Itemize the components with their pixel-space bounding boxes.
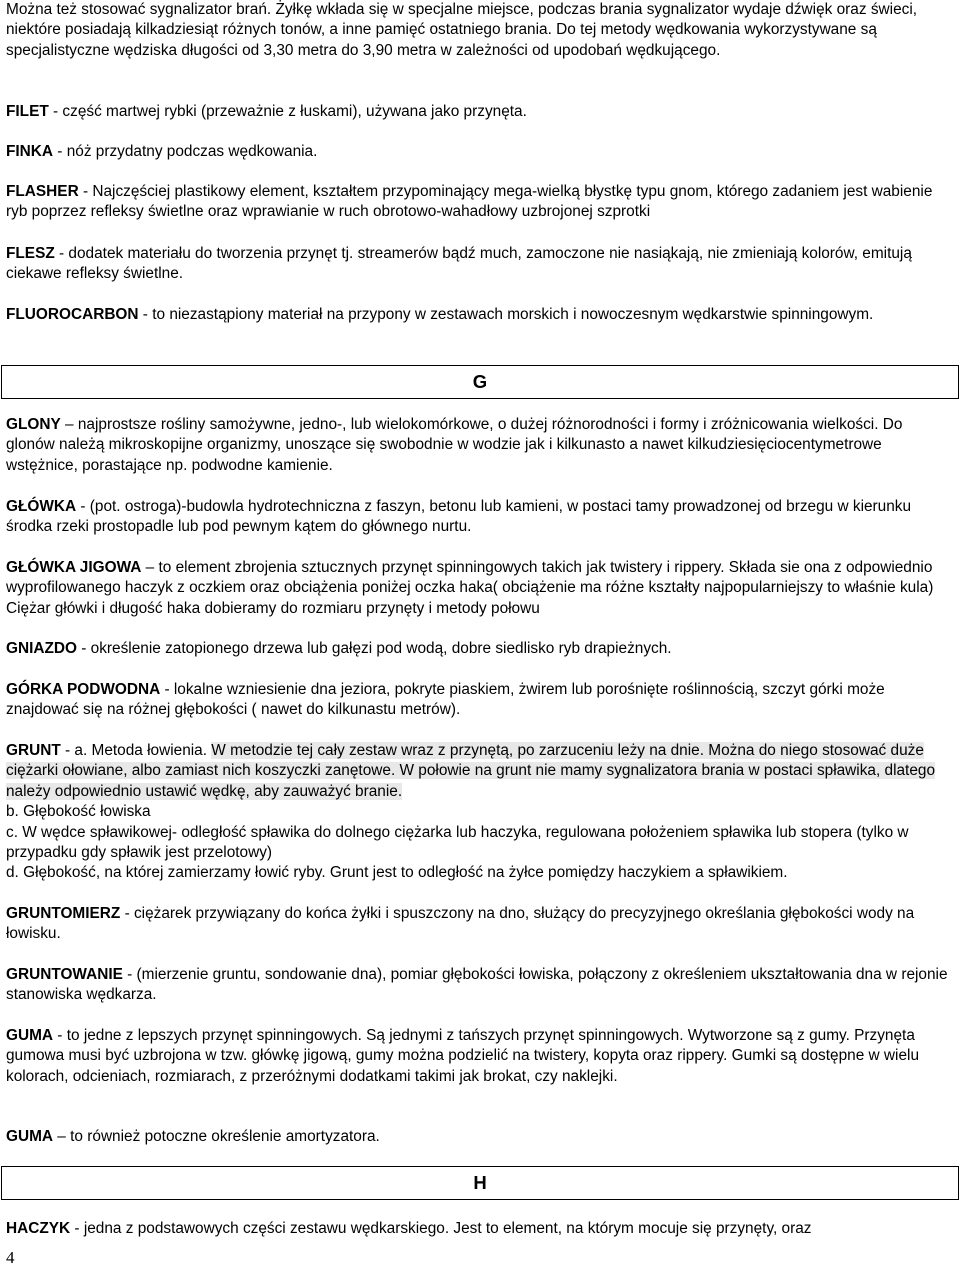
section-header-g: G (1, 365, 959, 399)
entry-definition: - to niezastąpiony materiał na przypony w zestawach morskich i nowoczesnym wędkarstwie spinningowym. (138, 306, 874, 323)
entry-definition: - (pot. ostroga)-budowla hydrotechniczna z faszyn, betonu lub kamieni, w postaci tamy prowadzonej od brzegu w kierunku środka rzeki prostopadle lub pod pewnym kątem do głównego nurtu. (6, 498, 912, 536)
entry-definition: - (mierzenie gruntu, sondowanie dna), pomiar głębokości łowiska, połączony z określeniem ukształtowania dna w rejonie stanowiska wędkarza. (6, 966, 948, 1004)
entry-definition: – to element zbrojenia sztucznych przynęt spinningowych takich jak twistery i rippery. Składa sie ona z odpowiednio wyprofilowanego haczyk z oczkiem oraz obciążenia poniżej oczka haka( obciążenie ma różne kształty najpopularniejszy to właśnie kula) Ciężar główki i długość haka dobieramy do rozmiaru przynęty i metody połowu (6, 559, 934, 617)
entry-flasher (6, 182, 954, 223)
entry-definition: - lokalne wzniesienie dna jeziora, pokryte piaskiem, żwirem lub porośnięte roślinnością, szczyt górki może znajdować się na różnej głębokości ( nawet do kilkunastu metrów). (6, 681, 885, 719)
entry-glowka-jigowa (6, 558, 954, 619)
entry-definition: - ciężarek przywiązany do końca żyłki i spuszczony na dno, służący do precyzyjnego określania głębokości wody na łowisku. (6, 905, 915, 943)
entry-term: GRUNTOWANIE (6, 966, 123, 983)
entry-guma-amortyzator (6, 1127, 954, 1147)
entry-term: FILET (6, 103, 49, 120)
grunt-meaning-c: c. W wędce spławikowej- odległość spławika do dolnego ciężarka lub haczyka, regulowana położeniem spławika lub stopera (tylko w przypadku gdy spławik jest przelotowy) (6, 823, 909, 862)
entry-term: GUMA (6, 1128, 54, 1145)
entry-gruntowanie (6, 965, 954, 1006)
entry-term: GNIAZDO (6, 640, 77, 657)
grunt-meaning-a: GRUNT - a. Metoda łowienia. W metodzie tej cały zestaw wraz z przynętą, po zarzuceniu leży na dnie. Można do niego stosować duże ciężarki ołowiane, albo zamiast nich koszyczki zanętowe. W połowie na grunt nie mamy sygnalizatora brania w postaci spławika, dlatego należy odpowiednio ustawić wędkę, aby zauważyć branie. (6, 742, 936, 800)
section-header-h: H (1, 1166, 959, 1200)
entry-definition: - Najczęściej plastikowy element, kształtem przypominający mega-wielką błystkę typu gnom, którego zadaniem jest wabienie ryb poprzez refleksy świetlne oraz wprawianie w ruch obrotowo-wahadłowy uzbrojonej szprotki (6, 183, 933, 221)
entry-definition: - nóż przydatny podczas wędkowania. (53, 143, 318, 160)
page-number: 4 (6, 1248, 15, 1267)
entry-flesz (6, 244, 954, 285)
grunt-meaning-b: b. Głębokość łowiska (6, 803, 151, 821)
entry-gorka-podwodna (6, 680, 954, 721)
entry-glony (6, 415, 954, 476)
entry-term: GRUNTOMIERZ (6, 905, 121, 922)
entry-definition: – to również potoczne określenie amortyzatora. (53, 1128, 380, 1145)
entry-term: GUMA (6, 1027, 54, 1044)
entry-term: FLUOROCARBON (6, 306, 139, 323)
entry-filet (6, 102, 954, 122)
entry-term: FLASHER (6, 183, 79, 200)
entry-definition: - dodatek materiału do tworzenia przynęt tj. streamerów bądź much, zamoczone nie nasiąkają, nie zmieniają kolorów, emitują ciekawe refleksy świetlne. (6, 245, 912, 283)
entry-definition: - część martwej rybki (przeważnie z łuskami), używana jako przynęta. (48, 103, 527, 120)
grunt-meaning-d: d. Głębokość, na której zamierzamy łowić ryby. Grunt jest to odległość na żyłce pomiędzy haczykiem a spławikiem. (6, 864, 788, 882)
entry-term: GLONY (6, 416, 61, 433)
entry-term: GÓRKA PODWODNA (6, 681, 161, 698)
highlighted-text: W metodzie tej cały zestaw wraz z przynętą, po zarzuceniu leży na dnie. Można do niego stosować duże ciężarki ołowiane, albo zamiast nich koszyczki zanętowe. W połowie na grunt nie mamy sygnalizatora brania w postaci spławika, dlatego należy odpowiednio ustawić wędkę, aby zauważyć branie. (6, 742, 936, 800)
entry-term: FLESZ (6, 245, 55, 262)
entry-term: HACZYK (6, 1220, 71, 1237)
entry-haczyk (6, 1219, 954, 1239)
entry-gruntomierz (6, 904, 954, 945)
entry-term: GŁÓWKA JIGOWA (6, 559, 142, 576)
entry-gniazdo (6, 639, 954, 659)
entry-finka (6, 142, 954, 162)
entry-definition: - to jedne z lepszych przynęt spinningowych. Są jednymi z tańszych przynęt spinningowych. Wytworzone są z gumy. Przynęta gumowa musi być uzbrojona w tzw. główkę jigową, gumy można podzielić na twistery, kopyta oraz rippery. Gumki są dostępne w wielu kolorach, odcieniach, rozmiarach, z przeróżnymi dodatkami takimi jak brokat, czy naklejki. (6, 1027, 920, 1085)
entry-grunt (6, 741, 954, 884)
entry-fluorocarbon (6, 305, 954, 325)
entry-glowka (6, 497, 954, 538)
entry-term: FINKA (6, 143, 54, 160)
entry-term: GŁÓWKA (6, 498, 77, 515)
entry-guma (6, 1026, 954, 1087)
entry-definition: – najprostsze rośliny samożywne, jedno-, lub wielokomórkowe, o dużej różnorodności i formy i zróżnicowania wielkości. Do glonów należą mikroskopijne organizmy, unoszące się swobodnie w wodzie jak i kilkunasto a nawet kilkudziesięciocentymetrowe wstężnice, porastające np. podwodne kamienie. (6, 416, 903, 474)
entry-term: GRUNT (6, 742, 61, 759)
entry-definition: - jedna z podstawowych części zestawu wędkarskiego. Jest to element, na którym mocuje się przynęty, oraz (70, 1220, 812, 1237)
entry-definition: - określenie zatopionego drzewa lub gałęzi pod wodą, dobre siedlisko ryb drapieżnych. (76, 640, 672, 657)
intro-paragraph: Można też stosować sygnalizator brań. Żyłkę wkłada się w specjalne miejsce, podczas brania sygnalizator wydaje dźwięk oraz świeci, niektóre posiadają kilkadziesiąt różnych tonów, a inne pamięć ostatniego brania. Do tej metody wędkowania wykorzystywane są specjalistyczne wędziska długości od 3,30 metra do 3,90 metra w zależności od upodobań wędkującego. (6, 1, 918, 59)
